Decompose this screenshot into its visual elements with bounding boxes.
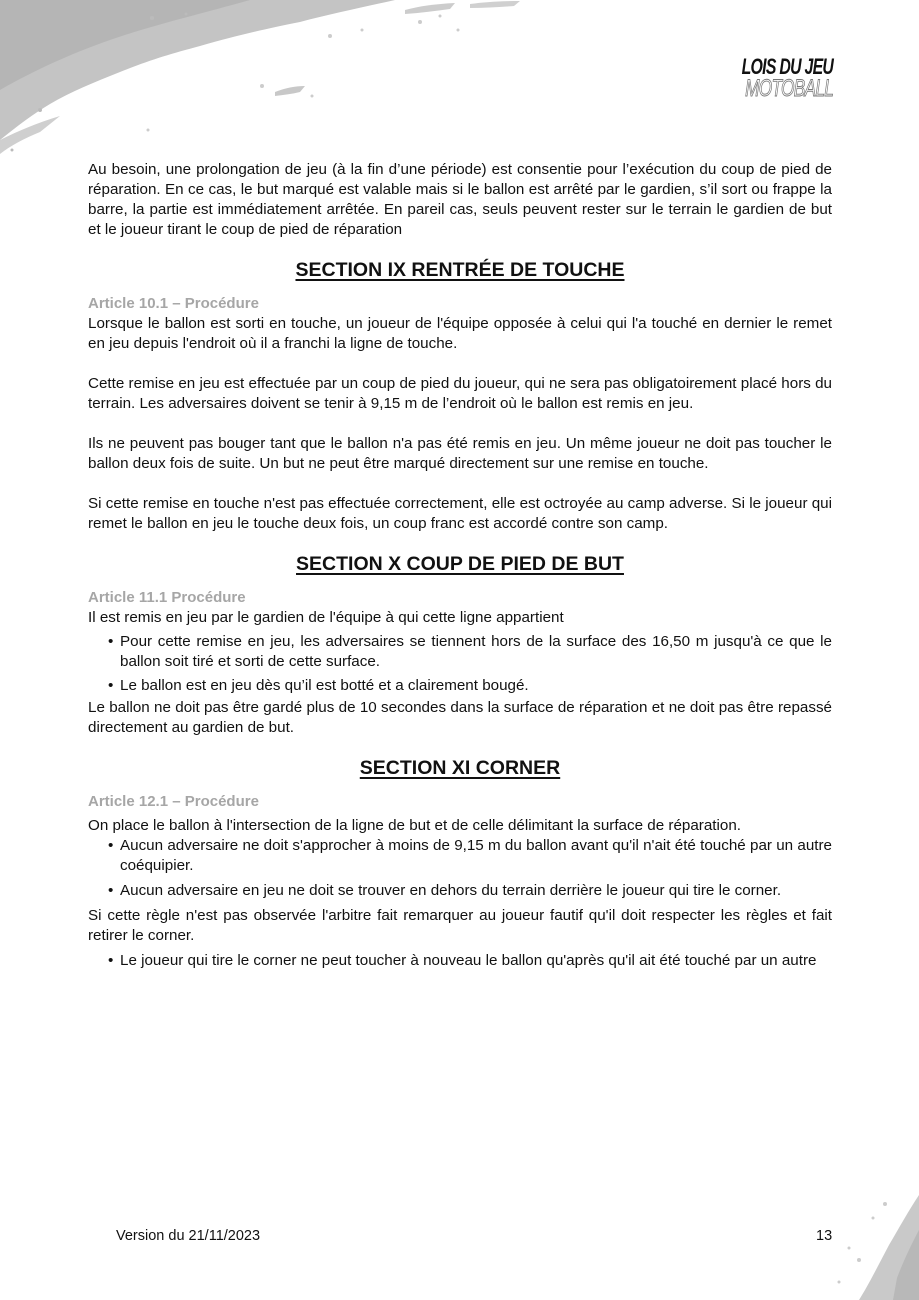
list-item: • Aucun adversaire ne doit s'approcher à moins de 9,15 m du ballon avant qu'il n'ait été touché par un autre coéquipier. [120,836,832,876]
paragraph: Lorsque le ballon est sorti en touche, un joueur de l'équipe opposée à celui qui l'a touché en dernier le remet en jeu depuis l'endroit où il a franchi la ligne de touche. [88,315,832,352]
bullet-list [88,951,832,971]
header-logo [706,56,833,100]
document-body [88,160,832,971]
article-heading: Article 12.1 – Procédure [88,793,259,810]
article-heading: Article 11.1 Procédure [88,589,246,606]
paragraph: Ils ne peuvent pas bouger tant que le ballon n'a pas été remis en jeu. Un même joueur ne doit pas toucher le ballon deux fois de suite. Un but ne peut être marqué directement sur une remise en touche. [88,435,832,472]
paragraph: Si cette règle n'est pas observée l'arbitre fait remarquer au joueur fautif qu'il doit respecter les règles et fait retirer le corner. [88,907,832,944]
brush-stroke-decoration [789,1190,919,1300]
list-item: • Aucun adversaire en jeu ne doit se trouver en dehors du terrain derrière le joueur qui tire le corner. [120,881,832,901]
brush-stroke-decoration [0,0,560,170]
bullet-list [88,632,832,696]
section-title: SECTION X COUP DE PIED DE BUT [296,553,624,575]
logo-subtitle: MOTOBALL [744,75,833,102]
paragraph: Il est remis en jeu par le gardien de l'équipe à qui cette ligne appartient [88,609,564,626]
section-title: SECTION IX RENTRÉE DE TOUCHE [295,259,625,281]
page-number: 13 [816,1228,833,1244]
logo-title: LOIS DU JEU [741,54,833,79]
list-item: • Le joueur qui tire le corner ne peut toucher à nouveau le ballon qu'après qu'il ait été touché par un autre [120,951,832,971]
section-title: SECTION XI CORNER [359,757,561,779]
list-item: • Le ballon est en jeu dès qu’il est botté et a clairement bougé. [120,676,832,696]
intro-paragraph: Au besoin, une prolongation de jeu (à la fin d’une période) est consentie pour l’exécution du coup de pied de réparation. En ce cas, le but marqué est valable mais si le ballon est arrêté par le gardien, s’il sort ou frappe la barre, la partie est immédiatement arrêtée. En pareil cas, seuls peuvent rester sur le terrain le gardien de but et le joueur tirant le coup de pied de réparation [88,161,832,238]
paragraph: On place le ballon à l'intersection de la ligne de but et de celle délimitant la surface de réparation. [88,817,741,834]
paragraph: Si cette remise en touche n'est pas effectuée correctement, elle est octroyée au camp adverse. Si le joueur qui remet le ballon en jeu le touche deux fois, un coup franc est accordé contre son camp. [88,495,832,532]
paragraph: Le ballon ne doit pas être gardé plus de 10 secondes dans la surface de réparation et ne doit pas être repassé directement au gardien de but. [88,699,832,736]
footer-version: Version du 21/11/2023 [116,1228,261,1244]
list-item: • Pour cette remise en jeu, les adversaires se tiennent hors de la surface des 16,50 m jusqu'à ce que le ballon soit tiré et sorti de cette surface. [120,632,832,672]
paragraph: Cette remise en jeu est effectuée par un coup de pied du joueur, qui ne sera pas obligatoirement placé hors du terrain. Les adversaires doivent se tenir à 9,15 m de l’endroit où le ballon est remis en jeu. [88,375,832,412]
bullet-list [88,836,832,901]
article-heading: Article 10.1 – Procédure [88,295,259,312]
